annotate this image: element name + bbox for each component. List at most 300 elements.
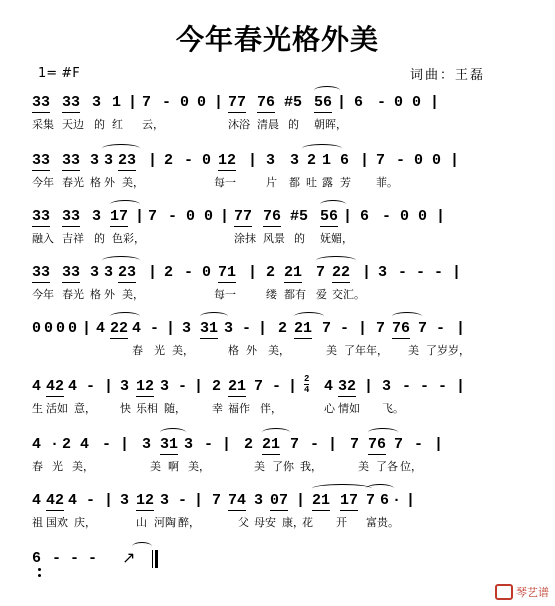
barline: | xyxy=(406,492,416,509)
beam-underline xyxy=(312,510,330,511)
lyric-word: 快 xyxy=(120,402,131,415)
beam-underline xyxy=(218,282,236,283)
note: 56 xyxy=(320,208,339,225)
note: 33 xyxy=(32,94,51,111)
barline: | xyxy=(194,378,204,395)
note: 7 xyxy=(148,208,158,225)
note: 3 xyxy=(184,436,194,453)
note: 4 xyxy=(80,436,90,453)
note: 6 xyxy=(340,152,350,169)
lyric-word: 母安 xyxy=(254,516,276,529)
lyric-word: 芳 xyxy=(340,176,351,189)
barline: | xyxy=(288,378,298,395)
note: 42 xyxy=(46,378,65,395)
lyric-word: 祖 xyxy=(32,516,43,529)
note: 2 xyxy=(212,378,222,395)
lyric-word: 吉祥 xyxy=(62,232,84,245)
note: 3 xyxy=(182,320,192,337)
beam-underline xyxy=(340,510,358,511)
lyric-word: 美， xyxy=(188,460,210,473)
note: 21 xyxy=(262,436,281,453)
note: 3 xyxy=(382,378,392,395)
note: 3 xyxy=(160,378,170,395)
note: 4 xyxy=(32,436,42,453)
note: 0 xyxy=(202,152,212,169)
note: 33 xyxy=(32,152,51,169)
note: 4 xyxy=(68,378,78,395)
barline: | xyxy=(456,378,466,395)
note: 21 xyxy=(228,378,247,395)
lyric-word: 红 xyxy=(112,118,123,131)
note: 21 xyxy=(284,264,303,281)
beam-underline xyxy=(368,454,386,455)
note: 3 xyxy=(120,378,130,395)
beam-underline xyxy=(62,226,80,227)
note: - xyxy=(340,320,350,337)
note: - xyxy=(168,208,178,225)
note: 0 xyxy=(394,94,404,111)
note: - xyxy=(272,378,282,395)
octave-dot xyxy=(38,574,41,577)
music-line xyxy=(32,262,517,284)
note: - xyxy=(178,492,188,509)
note: 1 xyxy=(322,152,332,169)
lyric-word: 我， xyxy=(300,460,322,473)
note: 76 xyxy=(392,320,411,337)
beam-underline xyxy=(110,338,128,339)
lyric-word: 福作 xyxy=(228,402,250,415)
barline: | xyxy=(343,208,353,225)
barline: | xyxy=(248,264,258,281)
barline: | xyxy=(362,264,372,281)
lyric-word: 光 xyxy=(154,344,165,357)
lyric-word: 美， xyxy=(172,344,194,357)
note: 7 xyxy=(394,436,404,453)
lyric-word: 了各 xyxy=(376,460,398,473)
beam-underline xyxy=(314,112,332,113)
note: 3 xyxy=(224,320,234,337)
lyric-word: 情如 xyxy=(338,402,360,415)
note: - xyxy=(162,94,172,111)
note: 1 xyxy=(112,94,122,111)
lyric-word: 菲。 xyxy=(376,176,398,189)
note: 3 xyxy=(266,152,276,169)
barline: | xyxy=(456,320,466,337)
barline: | xyxy=(120,436,130,453)
barline: | xyxy=(258,320,268,337)
note: 12 xyxy=(218,152,237,169)
beam-underline xyxy=(32,226,50,227)
note: 2 xyxy=(266,264,276,281)
final-barline xyxy=(152,550,158,568)
beam-underline xyxy=(320,226,338,227)
lyric-word: 心 xyxy=(324,402,335,415)
slur xyxy=(302,144,342,153)
lyric-word: 山 xyxy=(136,516,147,529)
note: 6 xyxy=(354,94,364,111)
note: 3 xyxy=(160,492,170,509)
lyric-word: 美， xyxy=(122,176,144,189)
note: 0 xyxy=(414,152,424,169)
note: - xyxy=(184,152,194,169)
lyric-word: 了年年， xyxy=(344,344,388,357)
key-signature: 1= #F xyxy=(38,66,80,81)
lyric-word: 伴， xyxy=(260,402,282,415)
lyric-word: 的 xyxy=(94,118,105,131)
barline: | xyxy=(148,152,158,169)
lyric-word: 今年 xyxy=(32,176,54,189)
note: 0 xyxy=(202,264,212,281)
barline: | xyxy=(358,320,368,337)
note: 3 xyxy=(90,152,100,169)
note: 76 xyxy=(368,436,387,453)
lyric-word: 缕 xyxy=(266,288,277,301)
note: 4 xyxy=(32,492,42,509)
barline: | xyxy=(436,208,446,225)
beam-underline xyxy=(136,510,154,511)
lyric-word: 每一 xyxy=(214,176,236,189)
note: 33 xyxy=(62,94,81,111)
lyric-word: 的 xyxy=(294,232,305,245)
beam-underline xyxy=(110,226,128,227)
lyric-word: 涂抹 xyxy=(234,232,256,245)
note: 3 xyxy=(92,208,102,225)
note: - xyxy=(310,436,320,453)
note: 0 xyxy=(44,320,54,337)
lyric-word: 位， xyxy=(400,460,422,473)
note: 0 xyxy=(56,320,66,337)
note: #5 xyxy=(290,208,309,225)
lyric-word: 美， xyxy=(122,288,144,301)
brand-logo-icon xyxy=(495,584,513,600)
note: - xyxy=(434,264,444,281)
barline: | xyxy=(364,378,374,395)
note: 21 xyxy=(312,492,331,509)
lyric-word: 飞。 xyxy=(382,402,404,415)
note: · xyxy=(392,492,402,509)
note: 3 xyxy=(142,436,152,453)
note: 2 xyxy=(62,436,72,453)
note: 33 xyxy=(32,264,51,281)
beam-underline xyxy=(234,226,252,227)
music-line xyxy=(32,206,517,228)
beam-underline xyxy=(46,396,64,397)
slur xyxy=(392,312,422,321)
lyric-word: 交汇。 xyxy=(332,288,365,301)
beam-underline xyxy=(228,112,246,113)
music-line xyxy=(32,376,517,398)
note: 7 xyxy=(366,492,376,509)
lyric-word: 露 xyxy=(322,176,333,189)
lyric-word: 康， xyxy=(282,516,304,529)
note: 77 xyxy=(234,208,253,225)
note: 4 xyxy=(68,492,78,509)
music-line xyxy=(32,92,517,114)
note: #5 xyxy=(284,94,303,111)
note: 7 xyxy=(142,94,152,111)
lyric-word: 美 xyxy=(326,344,337,357)
note: 0 xyxy=(68,320,78,337)
lyric-word: 意， xyxy=(74,402,96,415)
note: 0 xyxy=(186,208,196,225)
barline: | xyxy=(128,94,138,111)
lyric-word: 融入 xyxy=(32,232,54,245)
beam-underline xyxy=(262,454,280,455)
note: 31 xyxy=(160,436,179,453)
note: - xyxy=(377,94,387,111)
barline: | xyxy=(220,208,230,225)
lyric-word: 外 xyxy=(246,344,257,357)
lyric-word: 活如 xyxy=(46,402,68,415)
note: 2 xyxy=(244,436,254,453)
lyric-word: 了你 xyxy=(272,460,294,473)
note: 22 xyxy=(110,320,129,337)
note: 23 xyxy=(118,264,137,281)
note: 17 xyxy=(110,208,129,225)
note: 12 xyxy=(136,492,155,509)
note: 0 xyxy=(32,320,42,337)
lyric-word: 朝晖， xyxy=(314,118,347,131)
lyric-word: 的 xyxy=(288,118,299,131)
note: 3 xyxy=(378,264,388,281)
beam-underline xyxy=(200,338,218,339)
note: - xyxy=(382,208,392,225)
note: - xyxy=(396,152,406,169)
note: 33 xyxy=(62,152,81,169)
barline: | xyxy=(337,94,347,111)
barline: | xyxy=(222,436,232,453)
lyric-word: 春光 xyxy=(62,288,84,301)
beam-underline xyxy=(332,282,350,283)
slur xyxy=(110,200,140,209)
lyric-word: 啊 xyxy=(168,460,179,473)
note: - xyxy=(70,550,80,567)
lyric-word: 格 xyxy=(90,176,101,189)
beam-underline xyxy=(32,112,50,113)
note: - xyxy=(88,550,98,567)
barline: | xyxy=(214,94,224,111)
note: 7 xyxy=(316,264,326,281)
lyric-word: 的 xyxy=(94,232,105,245)
time-signature xyxy=(304,374,309,395)
music-line xyxy=(32,150,517,172)
barline: | xyxy=(166,320,176,337)
music-line xyxy=(32,434,517,456)
note: 6 xyxy=(380,492,390,509)
lyric-word: 乐相 xyxy=(136,402,158,415)
music-line xyxy=(32,490,517,512)
note: 7 xyxy=(418,320,428,337)
note: 31 xyxy=(200,320,219,337)
slur xyxy=(294,312,324,321)
watermark-text: 琴艺谱 xyxy=(516,586,549,599)
beam-underline xyxy=(160,454,178,455)
slur xyxy=(312,484,372,493)
lyric-word: 格 xyxy=(228,344,239,357)
beam-underline xyxy=(62,282,80,283)
lyric-word: 都有 xyxy=(284,288,306,301)
note: 4 xyxy=(32,378,42,395)
lyric-word: 天边 xyxy=(62,118,84,131)
lyric-word: 每一 xyxy=(214,288,236,301)
lyric-word: 妩媚， xyxy=(320,232,353,245)
beam-underline xyxy=(392,338,410,339)
note: 33 xyxy=(62,264,81,281)
note: 76 xyxy=(263,208,282,225)
beam-underline xyxy=(257,112,275,113)
lyric-word: 富贵。 xyxy=(366,516,399,529)
note: 3 xyxy=(290,152,300,169)
slur xyxy=(160,428,186,437)
lyric-word: 清晨 xyxy=(257,118,279,131)
note: - xyxy=(150,320,160,337)
barline: | xyxy=(104,492,114,509)
lyric-word: 外 xyxy=(104,288,115,301)
note: 12 xyxy=(136,378,155,395)
note: - xyxy=(204,436,214,453)
beam-underline xyxy=(228,396,246,397)
slur xyxy=(102,144,140,153)
beam-underline xyxy=(118,282,136,283)
note: 4 xyxy=(132,320,142,337)
lyric-word: 美 xyxy=(254,460,265,473)
note: - xyxy=(184,264,194,281)
note: 33 xyxy=(32,208,51,225)
music-line xyxy=(32,548,517,570)
note: 2 xyxy=(164,264,174,281)
lyric-word: 片 xyxy=(266,176,277,189)
note: - xyxy=(86,378,96,395)
note: - xyxy=(438,378,448,395)
note: 71 xyxy=(218,264,237,281)
barline: | xyxy=(452,264,462,281)
lyric-word: 光 xyxy=(52,460,63,473)
barline: | xyxy=(430,94,440,111)
note: 7 xyxy=(322,320,332,337)
note: 3 xyxy=(92,94,102,111)
note: 74 xyxy=(228,492,247,509)
note: - xyxy=(242,320,252,337)
lyric-word: 醉， xyxy=(178,516,200,529)
note: - xyxy=(416,264,426,281)
slur xyxy=(316,256,356,265)
note: 0 xyxy=(180,94,190,111)
note: 3 xyxy=(90,264,100,281)
lyric-word: 父 xyxy=(238,516,249,529)
lyric-word: 花 xyxy=(302,516,313,529)
music-line xyxy=(32,318,517,340)
barline: | xyxy=(82,320,92,337)
note: 22 xyxy=(332,264,351,281)
note: 21 xyxy=(294,320,313,337)
beam-underline xyxy=(270,510,288,511)
note: 7 xyxy=(350,436,360,453)
lyric-word: 爱 xyxy=(316,288,327,301)
note: - xyxy=(102,436,112,453)
lyric-word: 沐浴 xyxy=(228,118,250,131)
note: 42 xyxy=(46,492,65,509)
beam-underline xyxy=(62,112,80,113)
note: - xyxy=(178,378,188,395)
slur xyxy=(368,428,398,437)
note: 23 xyxy=(118,152,137,169)
note: 7 xyxy=(376,320,386,337)
note: - xyxy=(436,320,446,337)
note: · xyxy=(50,436,60,453)
lyric-word: 春光 xyxy=(62,176,84,189)
barline: | xyxy=(248,152,258,169)
note: 0 xyxy=(412,94,422,111)
lyric-word: 风景 xyxy=(263,232,285,245)
slur xyxy=(102,256,140,265)
beam-underline xyxy=(338,396,356,397)
note: 3 xyxy=(104,152,114,169)
note: - xyxy=(398,264,408,281)
lyric-word: 生 xyxy=(32,402,43,415)
note: 3 xyxy=(120,492,130,509)
barline: | xyxy=(450,152,460,169)
note: 77 xyxy=(228,94,247,111)
barline: | xyxy=(328,436,338,453)
note: - xyxy=(86,492,96,509)
note: - xyxy=(402,378,412,395)
note: 3 xyxy=(104,264,114,281)
note: 4 xyxy=(324,378,334,395)
note: 7 xyxy=(290,436,300,453)
note: 7 xyxy=(376,152,386,169)
beam-underline xyxy=(32,282,50,283)
note: 0 xyxy=(400,208,410,225)
note: 33 xyxy=(62,208,81,225)
lyric-word: 美 xyxy=(358,460,369,473)
slur xyxy=(314,86,340,95)
note: 76 xyxy=(257,94,276,111)
lyric-word: 采集 xyxy=(32,118,54,131)
lyric-word: 今年 xyxy=(32,288,54,301)
barline: | xyxy=(296,492,306,509)
song-title: 今年春光格外美 xyxy=(175,23,379,56)
note: 0 xyxy=(204,208,214,225)
slur xyxy=(262,428,290,437)
octave-dot xyxy=(38,568,41,571)
watermark xyxy=(495,584,549,600)
barline: | xyxy=(360,152,370,169)
lyric-word: 美 xyxy=(150,460,161,473)
lyric-word: 美 xyxy=(408,344,419,357)
lyric-word: 外 xyxy=(104,176,115,189)
note: 3 xyxy=(254,492,264,509)
slur xyxy=(366,484,394,493)
lyric-word: 随， xyxy=(164,402,186,415)
beam-underline xyxy=(228,510,246,511)
beam-underline xyxy=(62,170,80,171)
note: - xyxy=(52,550,62,567)
credits: 词曲：王磊 xyxy=(410,68,486,83)
beam-underline xyxy=(118,170,136,171)
note: 7 xyxy=(212,492,222,509)
barline: | xyxy=(194,492,204,509)
beam-underline xyxy=(218,170,236,171)
note: 6 xyxy=(360,208,370,225)
note: 56 xyxy=(314,94,333,111)
time-signature-bottom: 4 xyxy=(304,385,310,395)
note: 4 xyxy=(96,320,106,337)
lyric-word: 云， xyxy=(142,118,164,131)
note: 7 xyxy=(254,378,264,395)
slur xyxy=(320,200,346,209)
lyric-word: 美， xyxy=(268,344,290,357)
lyric-word: 了岁岁， xyxy=(426,344,470,357)
